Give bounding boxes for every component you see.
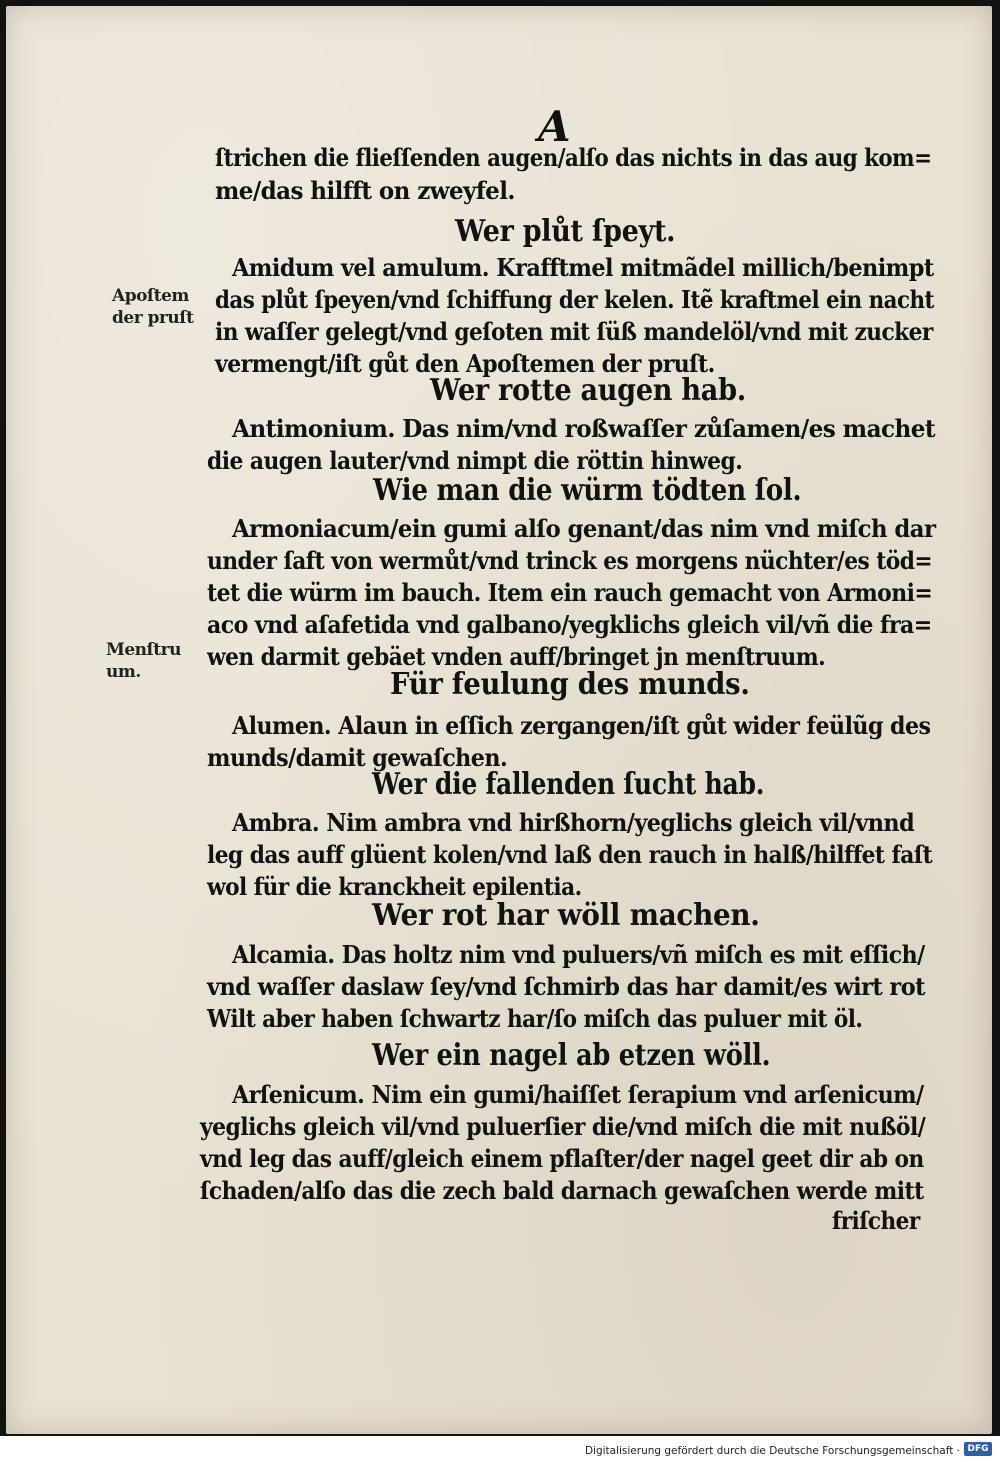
text-line: munds/damit gewaſchen. — [207, 743, 508, 772]
margin-note: Menſtru — [106, 640, 181, 660]
dfg-logo-icon: DFG — [964, 1442, 992, 1456]
text-line: ſtrichen die flieſſenden augen/alſo das nichts in das aug kom= — [215, 143, 932, 172]
signature-mark: A — [538, 102, 571, 151]
text-line: in waſſer gelegt/vnd geſoten mit ſüß mandelöl/vnd mit zucker — [215, 317, 933, 346]
text-line: tet die würm im bauch. Item ein rauch gemacht von Armoni= — [207, 578, 933, 607]
text-line: Armoniacum/ein gumi alſo genant/das nim vnd miſch dar — [232, 514, 936, 543]
text-line: vnd waſſer daslaw ſey/vnd ſchmirb das har damit/es wirt rot — [207, 972, 925, 1001]
text-line: Antimonium. Das nim/vnd roßwaſſer zůſamen/es machet — [232, 414, 936, 443]
section-heading: Wie man die würm tödten ſol. — [373, 473, 802, 508]
text-line: Arſenicum. Nim ein gumi/haiſſet ſerapium vnd arſenicum/ — [232, 1080, 924, 1109]
text-line: ſchaden/alſo das die zech bald darnach gewaſchen werde mitt — [200, 1176, 924, 1205]
section-heading: Wer die fallenden ſucht hab. — [372, 767, 765, 802]
text-line: Ambra. Nim ambra vnd hirßhorn/yeglichs gleich vil/vnnd — [232, 808, 915, 837]
margin-note: um. — [106, 662, 141, 682]
text-line: under ſaft von wermůt/vnd trinck es morgens nüchter/es töd= — [207, 546, 933, 575]
text-line: friſcher — [832, 1206, 920, 1235]
section-heading: Für feulung des munds. — [390, 667, 750, 702]
footer-bar — [0, 1436, 1000, 1462]
section-heading: Wer ein nagel ab etzen wöll. — [372, 1038, 771, 1073]
text-line: die augen lauter/vnd nimpt die röttin hinweg. — [207, 446, 743, 475]
text-line: me/das hilfft on zweyfel. — [215, 176, 515, 205]
text-line: vnd leg das auff/gleich einem pflaſter/der nagel geet dir ab on — [200, 1144, 924, 1173]
text-line: yeglichs gleich vil/vnd puluerſier die/vnd miſch die mit nußöl/ — [200, 1112, 926, 1141]
text-line: Alumen. Alaun in eſſich zergangen/iſt gůt wider feülũg des — [232, 711, 931, 740]
section-heading: Wer plůt ſpeyt. — [455, 214, 676, 249]
text-line: aco vnd aſafetida vnd galbano/yegklichs gleich vil/vñ die fra= — [207, 610, 932, 639]
section-heading: Wer rot har wöll machen. — [372, 898, 760, 933]
text-line: das plůt ſpeyen/vnd ſchiffung der kelen. Itẽ kraftmel ein nacht — [215, 285, 934, 314]
footer-credit: Digitalisierung gefördert durch die Deutsche Forschungsgemeinschaft · — [584, 1445, 960, 1457]
text-line: Alcamia. Das holtz nim vnd puluers/vñ miſch es mit eſſich/ — [232, 940, 925, 969]
text-line: vermengt/iſt gůt den Apoſtemen der pruſt. — [215, 349, 715, 378]
margin-note: Apoſtem — [112, 286, 189, 306]
text-line: Wilt aber haben ſchwartz har/ſo miſch das puluer mit öl. — [207, 1004, 863, 1033]
section-heading: Wer rotte augen hab. — [430, 373, 746, 408]
text-line: Amidum vel amulum. Krafftmel mitmãdel millich/benimpt — [232, 253, 934, 282]
text-line: leg das auff glüent kolen/vnd laß den rauch in halß/hilffet faſt — [207, 840, 933, 869]
text-line: wol für die kranckheit epilentia. — [207, 872, 582, 901]
margin-note: der pruſt — [112, 308, 194, 328]
text-line: wen darmit gebäet vnden auff/bringet jn menſtruum. — [207, 642, 826, 671]
